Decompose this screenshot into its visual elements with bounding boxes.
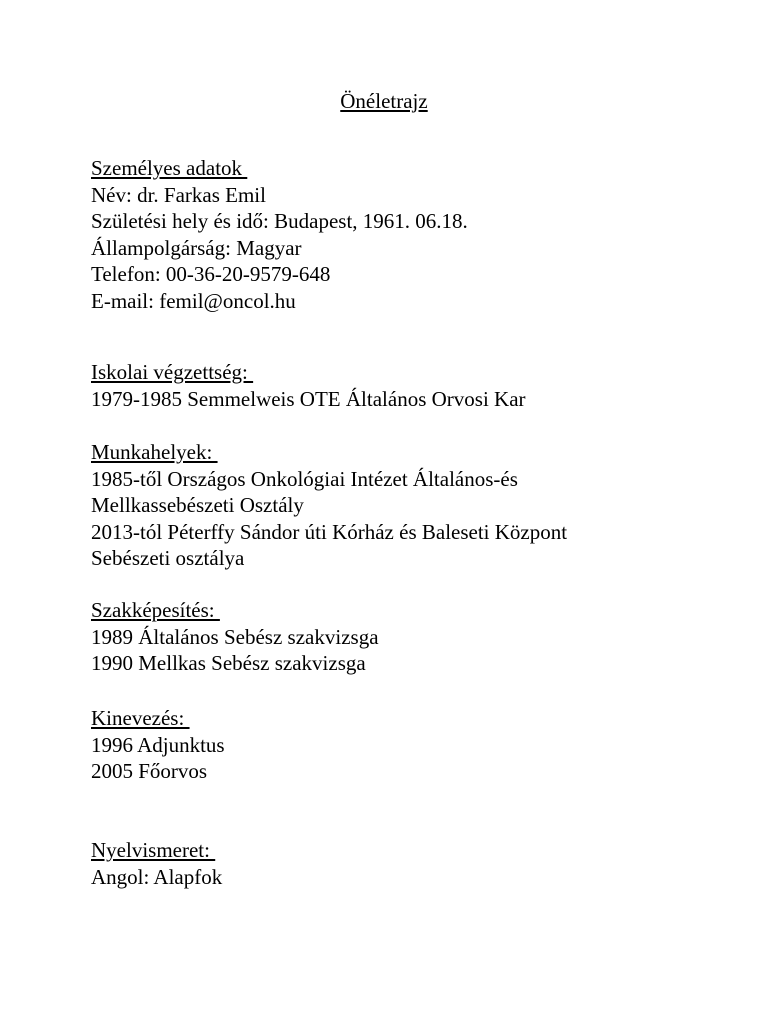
section-heading: Munkahelyek: bbox=[91, 440, 218, 464]
section-heading: Iskolai végzettség: bbox=[91, 360, 254, 384]
section-heading: Szakképesítés: bbox=[91, 598, 220, 622]
appointment-line: 2005 Főorvos bbox=[91, 759, 208, 783]
workplace-line: 2013-tól Péterffy Sándor úti Kórház és Baleseti Központ bbox=[91, 519, 568, 544]
section-personal-data bbox=[91, 155, 731, 314]
section-heading: Nyelvismeret: bbox=[91, 838, 216, 862]
section-education bbox=[91, 359, 731, 412]
section-heading: Kinevezés: bbox=[91, 706, 190, 730]
section-qualification bbox=[91, 597, 731, 677]
section-appointment bbox=[91, 705, 731, 785]
education-line: 1979-1985 Semmelweis OTE Általános Orvosi Kar bbox=[91, 386, 526, 411]
section-workplaces bbox=[91, 439, 731, 572]
workplace-line: 1985-től Országos Onkológiai Intézet Általános-és bbox=[91, 466, 518, 491]
workplace-line: Sebészeti osztálya bbox=[91, 546, 245, 570]
name-line: Név: dr. Farkas Emil bbox=[91, 182, 266, 207]
language-line: Angol: Alapfok bbox=[91, 864, 223, 889]
birth-line: Születési hely és idő: Budapest, 1961. 06.18. bbox=[91, 209, 468, 233]
email-line: E-mail: femil@oncol.hu bbox=[91, 288, 296, 313]
phone-line: Telefon: 00-36-20-9579-648 bbox=[91, 262, 331, 286]
appointment-line: 1996 Adjunktus bbox=[91, 732, 225, 757]
workplace-line: Mellkassebészeti Osztály bbox=[91, 493, 304, 517]
section-language bbox=[91, 837, 731, 890]
document-title: Önéletrajz bbox=[340, 89, 428, 113]
section-heading: Személyes adatok bbox=[91, 156, 248, 180]
citizenship-line: Állampolgárság: Magyar bbox=[91, 235, 302, 260]
qualification-line: 1990 Mellkas Sebész szakvizsga bbox=[91, 651, 366, 675]
qualification-line: 1989 Általános Sebész szakvizsga bbox=[91, 624, 379, 649]
